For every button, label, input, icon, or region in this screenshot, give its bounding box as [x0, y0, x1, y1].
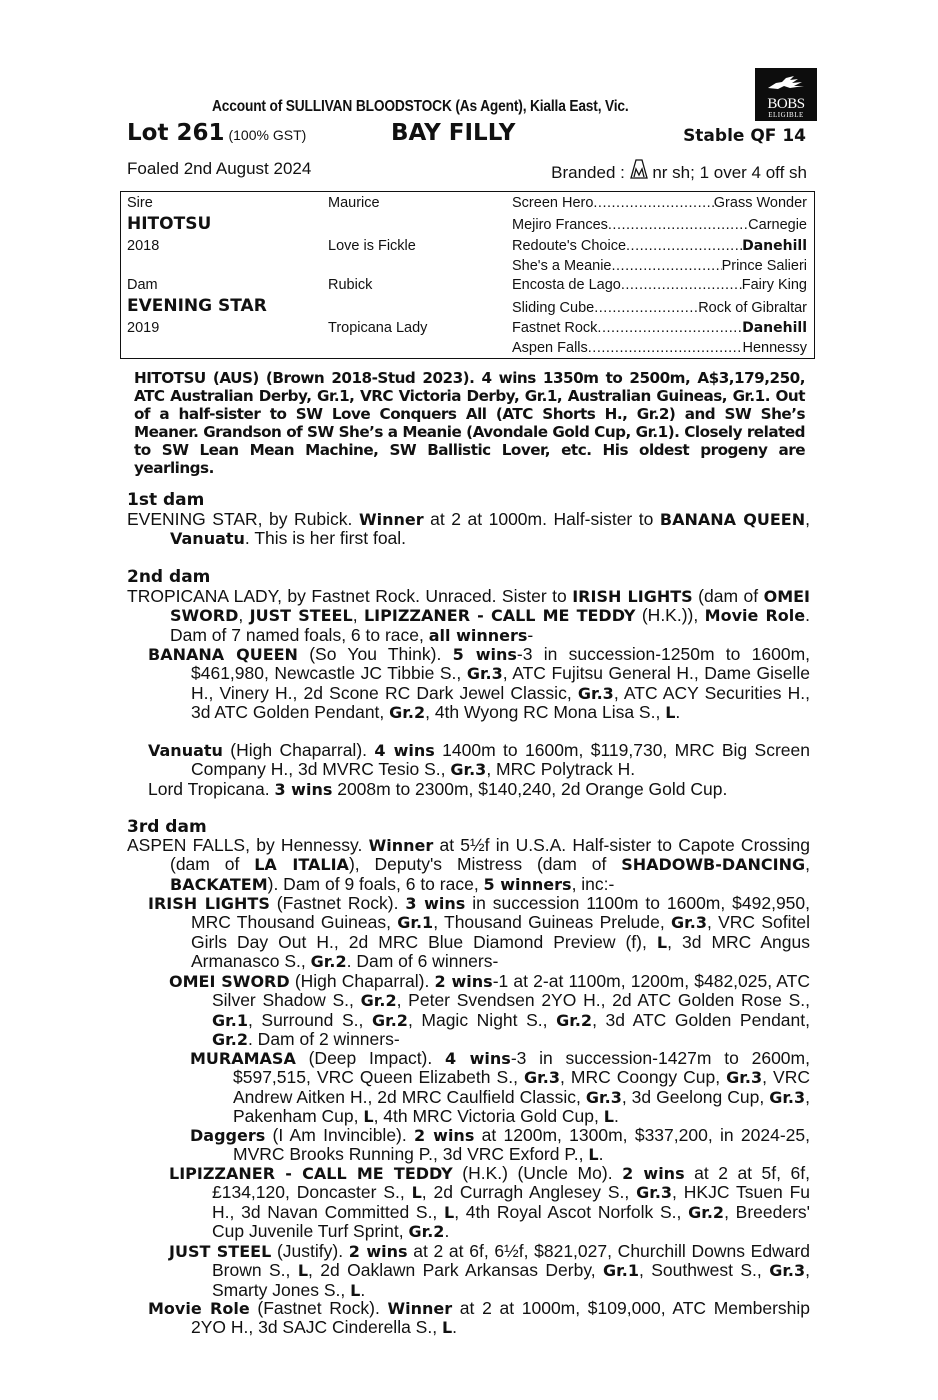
- bold-text: Gr.2: [556, 1010, 593, 1030]
- text: , Smarty Jones S.,: [212, 1260, 811, 1300]
- vendor-account: Account of SULLIVAN BLOODSTOCK (As Agent), Kialla East, Vic.: [212, 98, 629, 115]
- leader-dots: [612, 258, 722, 274]
- branded-text: nr sh; 1 over 4 off sh: [652, 163, 807, 182]
- text: EVENING STAR, by Rubick.: [127, 509, 359, 529]
- text: -1 at 2-at 1100m, 1200m, $482,025, ATC Silver Shadow S.,: [212, 971, 810, 1011]
- section-heading-3rd-dam: 3rd dam: [127, 817, 207, 837]
- bold-text: 2 wins: [348, 1242, 408, 1261]
- bold-text: Gr.3: [726, 1068, 763, 1088]
- stable-location: Stable QF 14: [683, 126, 806, 146]
- bold-text: 4 wins: [374, 741, 435, 760]
- text: (High Chaparral).: [289, 971, 435, 991]
- text: , 3d Geelong Cup,: [621, 1086, 770, 1107]
- text: TROPICANA LADY, by Fastnet Rock. Unraced. Sister to: [127, 586, 573, 606]
- section-heading-1st-dam: 1st dam: [127, 490, 205, 510]
- bold-text: Gr.2: [360, 991, 397, 1011]
- bold-text: Gr.3: [671, 913, 707, 933]
- text: ,: [238, 605, 250, 626]
- progeny-paragraph: [148, 741, 810, 780]
- bold-text: Gr.3: [585, 1087, 622, 1107]
- leader-dots: [597, 320, 742, 336]
- leader-dots: [588, 340, 743, 356]
- text: , MRC Polytrack H.: [486, 759, 636, 780]
- third-gen-row: [512, 340, 807, 356]
- third-gen-sire: Carnegie: [748, 217, 807, 233]
- bold-text: L: [297, 1261, 309, 1281]
- bold-text: Gr.1: [212, 1010, 248, 1030]
- dam-label: Dam: [127, 277, 158, 293]
- bold-text: BANANA QUEEN: [148, 645, 298, 664]
- leader-dots: [594, 300, 698, 316]
- text: Lord Tropicana.: [148, 779, 275, 799]
- progeny-paragraph: [148, 1299, 810, 1338]
- third-gen-name: Sliding Cube: [512, 300, 595, 316]
- bold-text: Gr.2: [688, 1202, 725, 1222]
- text: , 4th Royal Ascot Norfolk S.,: [454, 1201, 689, 1222]
- dam-paragraph: [127, 836, 810, 894]
- text: . This is her first foal.: [244, 528, 407, 549]
- progeny-paragraph: [148, 645, 810, 723]
- third-gen-sire: Hennessy: [742, 340, 807, 356]
- text: , Breeders' Cup Juvenile Turf Sprint,: [212, 1201, 810, 1242]
- bold-text: Gr.2: [212, 1030, 248, 1050]
- bold-text: Gr.2: [371, 1010, 408, 1030]
- bold-text: Winner: [368, 836, 434, 855]
- text: (Fastnet Rock).: [269, 893, 406, 913]
- dam-year: 2019: [127, 320, 160, 336]
- progeny-paragraph: [190, 1126, 810, 1165]
- bold-text: Gr.1: [397, 913, 434, 933]
- text: ,: [352, 605, 364, 626]
- text: .: [613, 1106, 619, 1127]
- text: (So You Think).: [297, 644, 453, 664]
- bold-text: Gr.3: [769, 1261, 806, 1281]
- text: -3 in succession-1250m to 1600m, $461,980, Newcastle JC Tibbie S.,: [191, 644, 811, 684]
- text: ). Dam of 9 foals, 6 to race,: [267, 873, 484, 894]
- text: (Justify).: [271, 1241, 349, 1261]
- bold-text: MURAMASA: [190, 1049, 296, 1068]
- bold-text: BANANA QUEEN: [659, 510, 806, 529]
- bold-text: Gr.3: [577, 683, 614, 703]
- bold-text: L: [441, 1318, 453, 1338]
- brand-mark-icon: [630, 159, 648, 182]
- text: , ATC Fujitsu General H., Dame Giselle H., Vinery H., 2d Scone RC Dark Jewel Classic,: [191, 663, 810, 703]
- bold-text: 2 wins: [622, 1164, 685, 1183]
- dam-sire: Rubick: [328, 277, 373, 293]
- third-gen-row: [512, 217, 807, 233]
- bold-text: Gr.2: [408, 1222, 445, 1242]
- horse-description: BAY FILLY: [391, 120, 516, 146]
- text: 1400m to 1600m, $119,730, MRC Big Screen Company H., 3d MVRC Tesio S.,: [191, 740, 810, 780]
- bold-text: Winner: [358, 510, 424, 529]
- text: -: [527, 624, 534, 645]
- bold-text: Daggers: [190, 1126, 266, 1145]
- leader-dots: [621, 277, 742, 293]
- progeny-paragraph: [169, 1242, 810, 1300]
- bold-text: JUST STEEL: [249, 606, 353, 626]
- text: , Southwest S.,: [639, 1260, 770, 1281]
- bold-text: Gr.2: [389, 703, 426, 723]
- logo-text: BOBS: [767, 96, 805, 112]
- text: at 2 at 6f, 6½f, $821,027, Churchill Downs Edward Brown S.,: [212, 1241, 810, 1281]
- text: , 3d MRC Angus Armanasco S.,: [191, 931, 810, 972]
- bold-text: 2 wins: [434, 972, 493, 991]
- text: at 2 at 1000m, $109,000, ATC Membership 2YO H., 3d SAJC Cinderella S.,: [191, 1298, 810, 1338]
- dam-name: EVENING STAR: [127, 296, 267, 316]
- bold-text: 5 winners: [483, 874, 572, 894]
- bold-text: L: [444, 1202, 455, 1222]
- text: , 3d ATC Golden Pendant,: [592, 1009, 810, 1030]
- bold-text: LIPIZZANER - CALL ME TEDDY: [363, 606, 636, 626]
- third-gen-name: Aspen Falls: [512, 340, 588, 356]
- text: . Dam of 7 named foals, 6 to race,: [170, 605, 810, 645]
- lot-number: [127, 120, 306, 146]
- bold-text: Gr.3: [450, 760, 487, 780]
- text: in succession 1100m to 1600m, $492,950, MRC Thousand Guineas,: [191, 893, 810, 933]
- text: (I Am Invincible).: [265, 1125, 415, 1145]
- sire-year: 2018: [127, 238, 160, 254]
- progeny-paragraph: [169, 972, 810, 1050]
- bold-text: Gr.3: [466, 664, 503, 684]
- bold-text: SHADOWB-DANCING: [621, 855, 806, 875]
- third-gen-name: Fastnet Rock: [512, 320, 598, 336]
- text: (Deep Impact).: [295, 1048, 446, 1068]
- text: .: [675, 702, 681, 723]
- third-gen-name: Screen Hero: [512, 195, 594, 211]
- logo-subtext: ELIGIBLE: [768, 111, 804, 119]
- bold-text: BACKATEM: [170, 874, 268, 894]
- sire-dam: Love is Fickle: [328, 238, 416, 254]
- foaled-date: Foaled 2nd August 2024: [127, 159, 312, 178]
- section-heading-2nd-dam: 2nd dam: [127, 567, 211, 587]
- third-gen-row: [512, 320, 807, 336]
- text: , ATC ACY Securities H., 3d ATC Golden Pendant,: [191, 682, 810, 723]
- text: .: [444, 1221, 450, 1242]
- bold-text: Gr.3: [769, 1087, 806, 1107]
- bold-text: IRISH LIGHTS: [148, 894, 270, 913]
- bold-text: Gr.3: [636, 1183, 673, 1203]
- bold-text: OMEI SWORD: [169, 972, 290, 991]
- dam-paragraph: [127, 587, 810, 645]
- bold-text: L: [603, 1107, 614, 1127]
- gst-note: (100% GST): [228, 127, 307, 143]
- text: , Thousand Guineas Prelude,: [433, 912, 672, 933]
- pedigree-table: [120, 191, 815, 359]
- bold-text: L: [363, 1107, 374, 1127]
- bold-text: Vanuatu: [148, 741, 223, 760]
- third-gen-row: [512, 300, 807, 316]
- leader-dots: [626, 238, 742, 254]
- third-gen-sire: Danehill: [742, 238, 807, 254]
- bold-text: 3 wins: [405, 894, 466, 913]
- text: . Dam of 2 winners-: [247, 1029, 400, 1050]
- dam-paragraph: [127, 510, 810, 549]
- text: -3 in succession-1427m to 2600m, $597,515, VRC Queen Elizabeth S.,: [233, 1048, 810, 1088]
- bold-text: 5 wins: [452, 645, 517, 664]
- third-gen-row: [512, 238, 807, 254]
- bold-text: Gr.1: [603, 1261, 639, 1281]
- text: , MRC Coongy Cup,: [559, 1067, 727, 1088]
- text: 2008m to 2300m, $140,240, 2d Orange Gold Cup.: [332, 779, 728, 799]
- bold-text: L: [350, 1280, 361, 1300]
- bold-text: L: [656, 932, 668, 952]
- text: , VRC Sofitel Girls Day Out H., 2d MRC Blue Diamond Preview (f),: [191, 912, 810, 952]
- bold-text: Movie Role: [148, 1299, 250, 1318]
- bold-text: LA ITALIA: [254, 855, 349, 875]
- third-gen-row: [512, 195, 807, 211]
- text: , Pakenham Cup,: [233, 1086, 811, 1127]
- brand-info: [551, 159, 807, 183]
- leader-dots: [593, 195, 713, 211]
- text: , HKJC Tsuen Fu H., 3d Navan Committed S.,: [212, 1182, 810, 1222]
- bold-text: L: [588, 1145, 599, 1165]
- text: ,: [805, 509, 810, 529]
- progeny-paragraph: [148, 780, 810, 799]
- text: .: [360, 1279, 366, 1300]
- sire-label: Sire: [127, 195, 153, 211]
- text: ), Deputy's Mistress (dam of: [348, 854, 622, 875]
- lot-label: Lot 261: [127, 120, 225, 146]
- text: , inc:-: [571, 873, 615, 894]
- text: at 1200m, 1300m, $337,200, in 2024-25, MVRC Brooks Running P., 3d VRC Exford P.,: [233, 1125, 810, 1165]
- text: (High Chaparral).: [222, 740, 375, 760]
- bold-text: 3 wins: [274, 780, 333, 799]
- progeny-paragraph: [148, 894, 810, 972]
- bold-text: L: [665, 703, 676, 723]
- bold-text: Winner: [387, 1299, 453, 1318]
- bold-text: Gr.2: [310, 952, 347, 972]
- third-gen-sire: Grass Wonder: [713, 195, 807, 211]
- text: , 2d Curragh Anglesey S.,: [421, 1182, 637, 1203]
- bold-text: L: [411, 1183, 422, 1203]
- third-gen-sire: Fairy King: [741, 277, 807, 293]
- text: , Peter Svendsen 2YO H., 2d ATC Golden Rose S.,: [396, 990, 811, 1011]
- text: , Surround S.,: [247, 1009, 372, 1030]
- text: ASPEN FALLS, by Hennessy.: [127, 835, 369, 855]
- bold-text: Vanuatu: [170, 529, 245, 549]
- bold-text: IRISH LIGHTS: [572, 587, 693, 606]
- bold-text: 2 wins: [414, 1126, 475, 1145]
- bold-text: Movie Role: [704, 606, 806, 626]
- sire-summary: HITOTSU (AUS) (Brown 2018-Stud 2023). 4 wins 1350m to 2500m, A$3,179,250, ATC Australian Derby, Gr.1, VRC Victoria Derby, Gr.1, Australian Guineas, Gr.1. Out of a half-sister to SW Love Conquers All (ATC Shorts H., Gr.2) and SW She’s Meaner. Grandson of SW She’s a Meanie (Avondale Gold Cup, Gr.1). Closely related to SW Lean Mean Machine, SW Ballistic Lover, etc. His oldest progeny are yearlings.: [134, 369, 805, 477]
- bold-text: Gr.3: [524, 1068, 560, 1088]
- text: , 2d Oaklawn Park Arkansas Derby,: [308, 1260, 604, 1281]
- third-gen-name: Mejiro Frances: [512, 217, 608, 233]
- text: , VRC Andrew Aitken H., 2d MRC Caulfield Classic,: [233, 1067, 810, 1107]
- text: , Magic Night S.,: [407, 1009, 557, 1030]
- sire-name: HITOTSU: [127, 214, 212, 234]
- progeny-paragraph: [190, 1049, 810, 1127]
- leader-dots: [608, 217, 748, 233]
- text: at 2 at 1000m. Half-sister to: [423, 509, 660, 529]
- lot-line: [127, 120, 810, 150]
- text: (H.K.) (Uncle Mo).: [452, 1163, 623, 1183]
- progeny-paragraph: [169, 1164, 810, 1242]
- third-gen-row: [512, 258, 807, 274]
- branded-label: Branded :: [551, 163, 625, 182]
- bold-text: LIPIZZANER - CALL ME TEDDY: [169, 1164, 453, 1183]
- bobs-eligible-logo: [755, 68, 817, 121]
- third-gen-sire: Danehill: [742, 320, 807, 336]
- third-gen-name: Encosta de Lago: [512, 277, 621, 293]
- text: , 4th MRC Victoria Gold Cup,: [373, 1106, 604, 1127]
- text: (dam of: [692, 586, 764, 606]
- horse-head-icon: [755, 74, 817, 97]
- bold-text: all winners: [428, 625, 528, 645]
- text: at 2 at 5f, 6f, £134,120, Doncaster S.,: [212, 1163, 810, 1203]
- third-gen-name: She's a Meanie: [512, 258, 612, 274]
- text: ,: [805, 854, 810, 875]
- sire-sire: Maurice: [328, 195, 380, 211]
- text: (H.K.)),: [635, 605, 705, 626]
- text: . Dam of 6 winners-: [346, 951, 499, 972]
- text: .: [598, 1144, 604, 1165]
- third-gen-name: Redoute's Choice: [512, 238, 627, 254]
- text: .: [452, 1317, 458, 1338]
- text: (Fastnet Rock).: [249, 1298, 388, 1318]
- text: at 5½f in U.S.A. Half-sister to Capote Crossing (dam of: [170, 835, 810, 875]
- third-gen-row: [512, 277, 807, 293]
- third-gen-sire: Rock of Gibraltar: [698, 300, 807, 316]
- bold-text: JUST STEEL: [169, 1242, 272, 1261]
- dam-dam: Tropicana Lady: [328, 320, 428, 336]
- text: , 4th Wyong RC Mona Lisa S.,: [425, 702, 666, 723]
- bold-text: 4 wins: [445, 1049, 511, 1068]
- bold-text: OMEI SWORD: [170, 587, 810, 626]
- third-gen-sire: Prince Salieri: [721, 258, 807, 274]
